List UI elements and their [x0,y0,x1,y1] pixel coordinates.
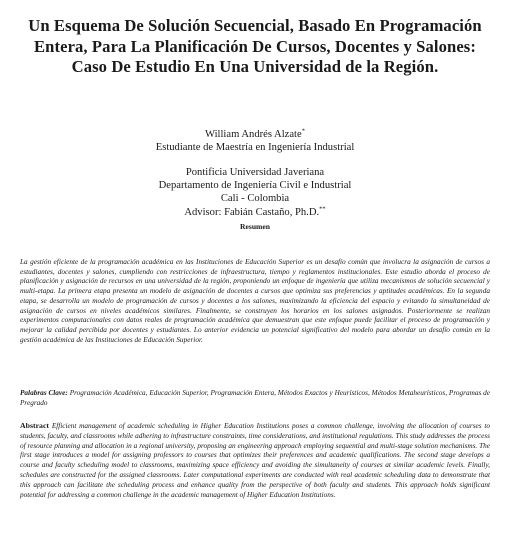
advisor-name: Advisor: Fabián Castaño, Ph.D. [184,206,320,218]
abstract-text: Efficient management of academic scheduling in Higher Education Institutions poses a common challenge, involving the allocation of courses to students, faculty, and classrooms while adhering to infrastructure constraints, time considerations, and institutional regulations. This study addresses the process of resource planning and allocation in a regional university, proposing an engineering approach employing sequential and multi-stage solution mechanisms. The first stage introduces a model for assigning professors to courses that optimizes their preferences and academic qualifications. The second stage develops a course and faculty scheduling model to classrooms, maximizing space efficiency and avoiding the simultaneity of courses at similar academic levels. Finally, schedules are constructed for the assigned classrooms. Later computational experiments are conducted with real academic scheduling data to demonstrate that this approach can facilitate the scheduling process and enhance quality from the perspective of both faculty and students. This approach holds significant potential for addressing a common challenge in the academic management of Higher Education Institutions. [20,422,490,499]
author-name: William Andrés Alzate [205,129,302,140]
author-footnote-marker: * [301,127,305,135]
keywords-label: Palabras Clave: [20,389,68,397]
keywords-text: Programación Académica, Educación Superior, Programación Entera, Métodos Exactos y Heurísticos, Métodos Metaheurísticos, Programas de Pregrado [20,389,491,407]
author-block [60,128,450,154]
resumen-heading: Resumen [240,222,270,231]
city-name: Cali - Colombia [220,193,290,205]
keywords-paragraph [20,388,490,408]
author-role: Estudiante de Maestría en Ingeniería Industrial [155,142,355,154]
advisor-footnote-marker: ** [319,205,326,213]
abstract-paragraph [20,421,490,500]
advisor-line [60,206,450,219]
affiliation-block [60,166,450,219]
university-name: Pontificia Universidad Javeriana [185,167,325,178]
department-name: Departamento de Ingeniería Civil e Industrial [158,180,352,192]
author-line [60,128,450,141]
resumen-paragraph: La gestión eficiente de la programación académica en las Instituciones de Educación Superior es un desafío común que involucra la asignación de cursos a estudiantes, docentes y salones, cumpliendo con restricciones de infraestructura, tiempo y reglamentos institucionales. Este estudio aborda el proceso de planificación y asignación de recursos en una universidad de la región, proponiendo un enfoque de ingeniería que utiliza mecanismos de solución secuencial y multi-etapa. La primera etapa presenta un modelo de asignación de docentes a cursos que optimiza sus preferencias y aptitudes académicas. En la segunda etapa, se desarrolla un modelo de programación de cursos y docentes a los salones, maximizando la eficiencia del espacio y evitando la simultaneidad de asignación de cursos en niveles académicos similares. Finalmente, se construyen los horarios en los salones asignados. Posteriormente se realizan experimentos computacionales con datos reales de programación académica que demuestran que este enfoque puede facilitar el proceso de programación y mejorar la calidad percibida por docentes y estudiantes. Lo anterior evidencia un potencial significativo del modelo para abordar un desafío común en la gestión académica de las Instituciones de Educación Superior. [20,258,490,344]
paper-title: Un Esquema De Solución Secuencial, Basado En Programación Entera, Para La Planificación De Cursos, Docentes y Salones: Caso De Estudio En Una Universidad de la Región. [28,16,482,76]
abstract-label: Abstract [20,421,50,430]
